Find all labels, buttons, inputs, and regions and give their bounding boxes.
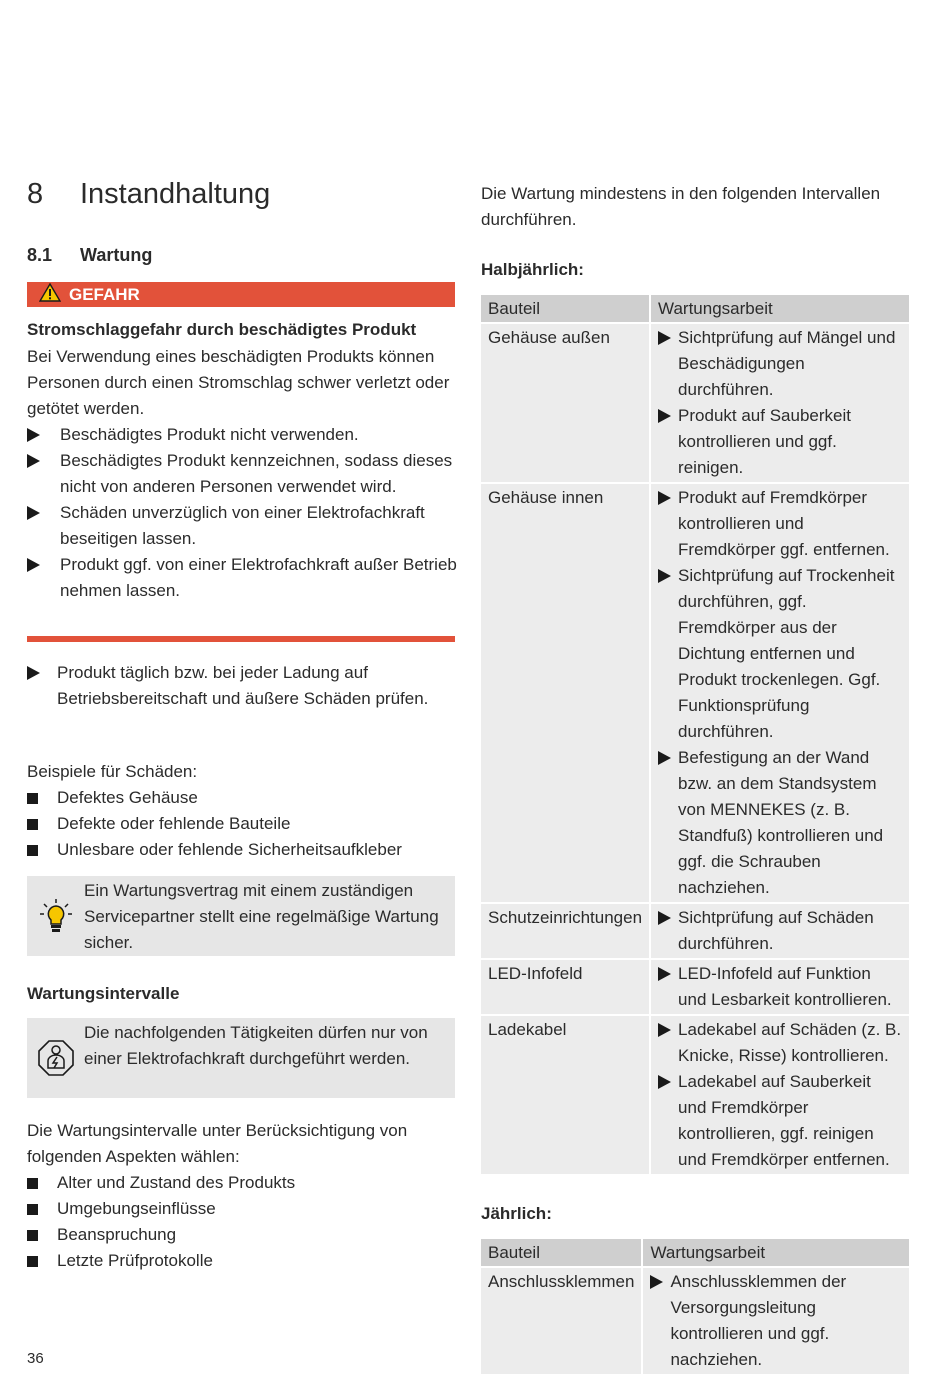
square-bullet-icon <box>27 1178 38 1189</box>
work-cell <box>651 960 909 1014</box>
danger-action-item <box>27 552 457 604</box>
damage-examples-intro: Beispiele für Schäden: <box>27 762 198 781</box>
danger-intro: Bei Verwendung eines beschädigten Produkts können Personen durch einen Stromschlag schwer verletzt oder getötet werden. <box>27 347 450 418</box>
danger-action-list <box>27 422 457 604</box>
work-task-text: Sichtprüfung auf Schäden durchführen. <box>678 908 874 953</box>
col-component-header: Bauteil <box>481 1239 641 1266</box>
work-task <box>658 563 902 745</box>
step-triangle-icon <box>658 967 671 981</box>
step-triangle-icon <box>658 491 671 505</box>
intervals-aspects <box>27 1118 455 1274</box>
square-bullet-icon <box>27 1204 38 1215</box>
work-task-text: Sichtprüfung auf Trockenheit durchführen, ggf. Fremdkörper aus der Dichtung entfernen und Produkt trockenlegen. Ggf. Funktionsprüfung durchführen. <box>678 566 895 741</box>
work-task <box>658 745 902 901</box>
table-row <box>481 484 909 902</box>
work-task <box>658 325 902 403</box>
damage-example-item-text: Defekte oder fehlende Bauteile <box>57 814 291 833</box>
component-cell: Anschlussklemmen <box>481 1268 641 1374</box>
half-yearly-heading: Halbjährlich: <box>481 260 584 279</box>
section-heading <box>27 245 152 266</box>
damage-examples <box>27 759 455 863</box>
col-component-header: Bauteil <box>481 295 649 322</box>
step-triangle-icon <box>27 506 40 520</box>
step-triangle-icon <box>27 666 40 680</box>
warning-triangle-icon <box>39 283 61 307</box>
tip-text: Ein Wartungsvertrag mit einem zuständigen Servicepartner stellt eine regelmäßige Wartung sicher. <box>84 881 439 952</box>
danger-content <box>27 317 457 604</box>
square-bullet-icon <box>27 845 38 856</box>
component-cell: Ladekabel <box>481 1016 649 1174</box>
danger-action-item <box>27 500 457 552</box>
aspect-item-text: Beanspruchung <box>57 1225 177 1244</box>
work-task <box>658 961 902 1013</box>
work-task-text: Produkt auf Sauberkeit kontrollieren und ggf. reinigen. <box>678 406 851 477</box>
square-bullet-icon <box>27 793 38 804</box>
work-cell <box>651 324 909 482</box>
step-triangle-icon <box>658 409 671 423</box>
col-work-header: Wartungsarbeit <box>643 1239 909 1266</box>
aspect-item <box>27 1196 455 1222</box>
step-triangle-icon <box>658 569 671 583</box>
right-intro: Die Wartung mindestens in den folgenden Intervallen durchführen. <box>481 184 881 229</box>
work-cell <box>651 1016 909 1174</box>
danger-banner <box>27 282 455 307</box>
danger-action-text: Schäden unverzüglich von einer Elektrofachkraft beseitigen lassen. <box>60 503 425 548</box>
component-cell: LED-Infofeld <box>481 960 649 1014</box>
work-cell <box>651 904 909 958</box>
daily-check-text: Produkt täglich bzw. bei jeder Ladung auf Betriebsbereitschaft und äußere Schäden prüfen. <box>57 663 429 708</box>
work-task-text: LED-Infofeld auf Funktion und Lesbarkeit kontrollieren. <box>678 964 892 1009</box>
intervals-heading: Wartungsintervalle <box>27 984 180 1003</box>
damage-example-item <box>27 785 455 811</box>
step-triangle-icon <box>658 751 671 765</box>
damage-examples-list <box>27 785 455 863</box>
step-triangle-icon <box>658 1075 671 1089</box>
component-cell: Gehäuse außen <box>481 324 649 482</box>
aspect-item <box>27 1170 455 1196</box>
table-row <box>481 904 909 958</box>
section-title: Wartung <box>80 245 153 265</box>
step-triangle-icon <box>27 428 40 442</box>
step-triangle-icon <box>658 331 671 345</box>
aspect-item-text: Alter und Zustand des Produkts <box>57 1173 296 1192</box>
danger-label: GEFAHR <box>69 284 140 304</box>
aspect-list <box>27 1170 455 1274</box>
intervals-intro: Die Wartungsintervalle unter Berücksichtigung von folgenden Aspekten wählen: <box>27 1121 408 1166</box>
right-column <box>481 181 909 1376</box>
tip-box <box>27 876 455 956</box>
work-task-text: Anschlussklemmen der Versorgungsleitung kontrollieren und ggf. nachziehen. <box>670 1272 847 1369</box>
step-triangle-icon <box>658 1023 671 1037</box>
aspect-item-text: Letzte Prüfprotokolle <box>57 1251 213 1270</box>
danger-end-bar <box>27 636 455 642</box>
work-task <box>658 1017 902 1069</box>
yearly-heading: Jährlich: <box>481 1204 552 1223</box>
step-triangle-icon <box>27 558 40 572</box>
danger-action-item <box>27 422 457 448</box>
square-bullet-icon <box>27 1256 38 1267</box>
danger-action-text: Beschädigtes Produkt nicht verwenden. <box>60 425 359 444</box>
work-task-text: Produkt auf Fremdkörper kontrollieren und Fremdkörper ggf. entfernen. <box>678 488 890 559</box>
work-task <box>658 905 902 957</box>
table-row <box>481 324 909 482</box>
electrician-note-box <box>27 1018 455 1098</box>
step-triangle-icon <box>658 911 671 925</box>
step-triangle-icon <box>650 1275 663 1289</box>
table-row <box>481 1268 909 1374</box>
chapter-title: Instandhaltung <box>80 178 271 210</box>
component-cell: Schutzeinrichtungen <box>481 904 649 958</box>
electrician-note-text: Die nachfolgenden Tätigkeiten dürfen nur von einer Elektrofachkraft durchgeführt werden. <box>84 1023 428 1068</box>
work-task-text: Ladekabel auf Schäden (z. B. Knicke, Risse) kontrollieren. <box>678 1020 902 1065</box>
danger-heading: Stromschlaggefahr durch beschädigtes Produkt <box>27 320 417 339</box>
yearly-table <box>479 1237 911 1376</box>
damage-example-item-text: Unlesbare oder fehlende Sicherheitsaufkleber <box>57 840 402 859</box>
square-bullet-icon <box>27 1230 38 1241</box>
table-row <box>481 1016 909 1174</box>
work-task-text: Ladekabel auf Sauberkeit und Fremdkörper kontrollieren, ggf. reinigen und Fremdkörper entfernen. <box>678 1072 890 1169</box>
page-number: 36 <box>27 1350 44 1367</box>
aspect-item <box>27 1248 455 1274</box>
damage-example-item <box>27 811 455 837</box>
damage-example-item <box>27 837 455 863</box>
work-task-text: Sichtprüfung auf Mängel und Beschädigungen durchführen. <box>678 328 896 399</box>
daily-check-step <box>27 660 455 712</box>
aspect-item-text: Umgebungseinflüsse <box>57 1199 216 1218</box>
work-task <box>650 1269 902 1373</box>
section-number: 8.1 <box>27 245 53 265</box>
component-cell: Gehäuse innen <box>481 484 649 902</box>
col-work-header: Wartungsarbeit <box>651 295 909 322</box>
square-bullet-icon <box>27 819 38 830</box>
step-triangle-icon <box>27 454 40 468</box>
aspect-item <box>27 1222 455 1248</box>
work-task <box>658 485 902 563</box>
work-task-text: Befestigung an der Wand bzw. an dem Standsystem von MENNEKES (z. B. Standfuß) kontrollieren und ggf. die Schrauben nachziehen. <box>678 748 884 897</box>
chapter-number: 8 <box>27 178 44 210</box>
table-row <box>481 960 909 1014</box>
electrician-icon <box>27 1018 84 1098</box>
damage-example-item-text: Defektes Gehäuse <box>57 788 198 807</box>
danger-action-text: Beschädigtes Produkt kennzeichnen, sodass dieses nicht von anderen Personen verwendet wird. <box>60 451 453 496</box>
lightbulb-icon <box>27 876 84 956</box>
half-yearly-table <box>479 293 911 1176</box>
work-task <box>658 1069 902 1173</box>
work-cell <box>651 484 909 902</box>
danger-action-text: Produkt ggf. von einer Elektrofachkraft außer Betrieb nehmen lassen. <box>60 555 457 600</box>
work-cell <box>643 1268 909 1374</box>
chapter-heading <box>27 178 270 211</box>
work-task <box>658 403 902 481</box>
danger-action-item <box>27 448 457 500</box>
